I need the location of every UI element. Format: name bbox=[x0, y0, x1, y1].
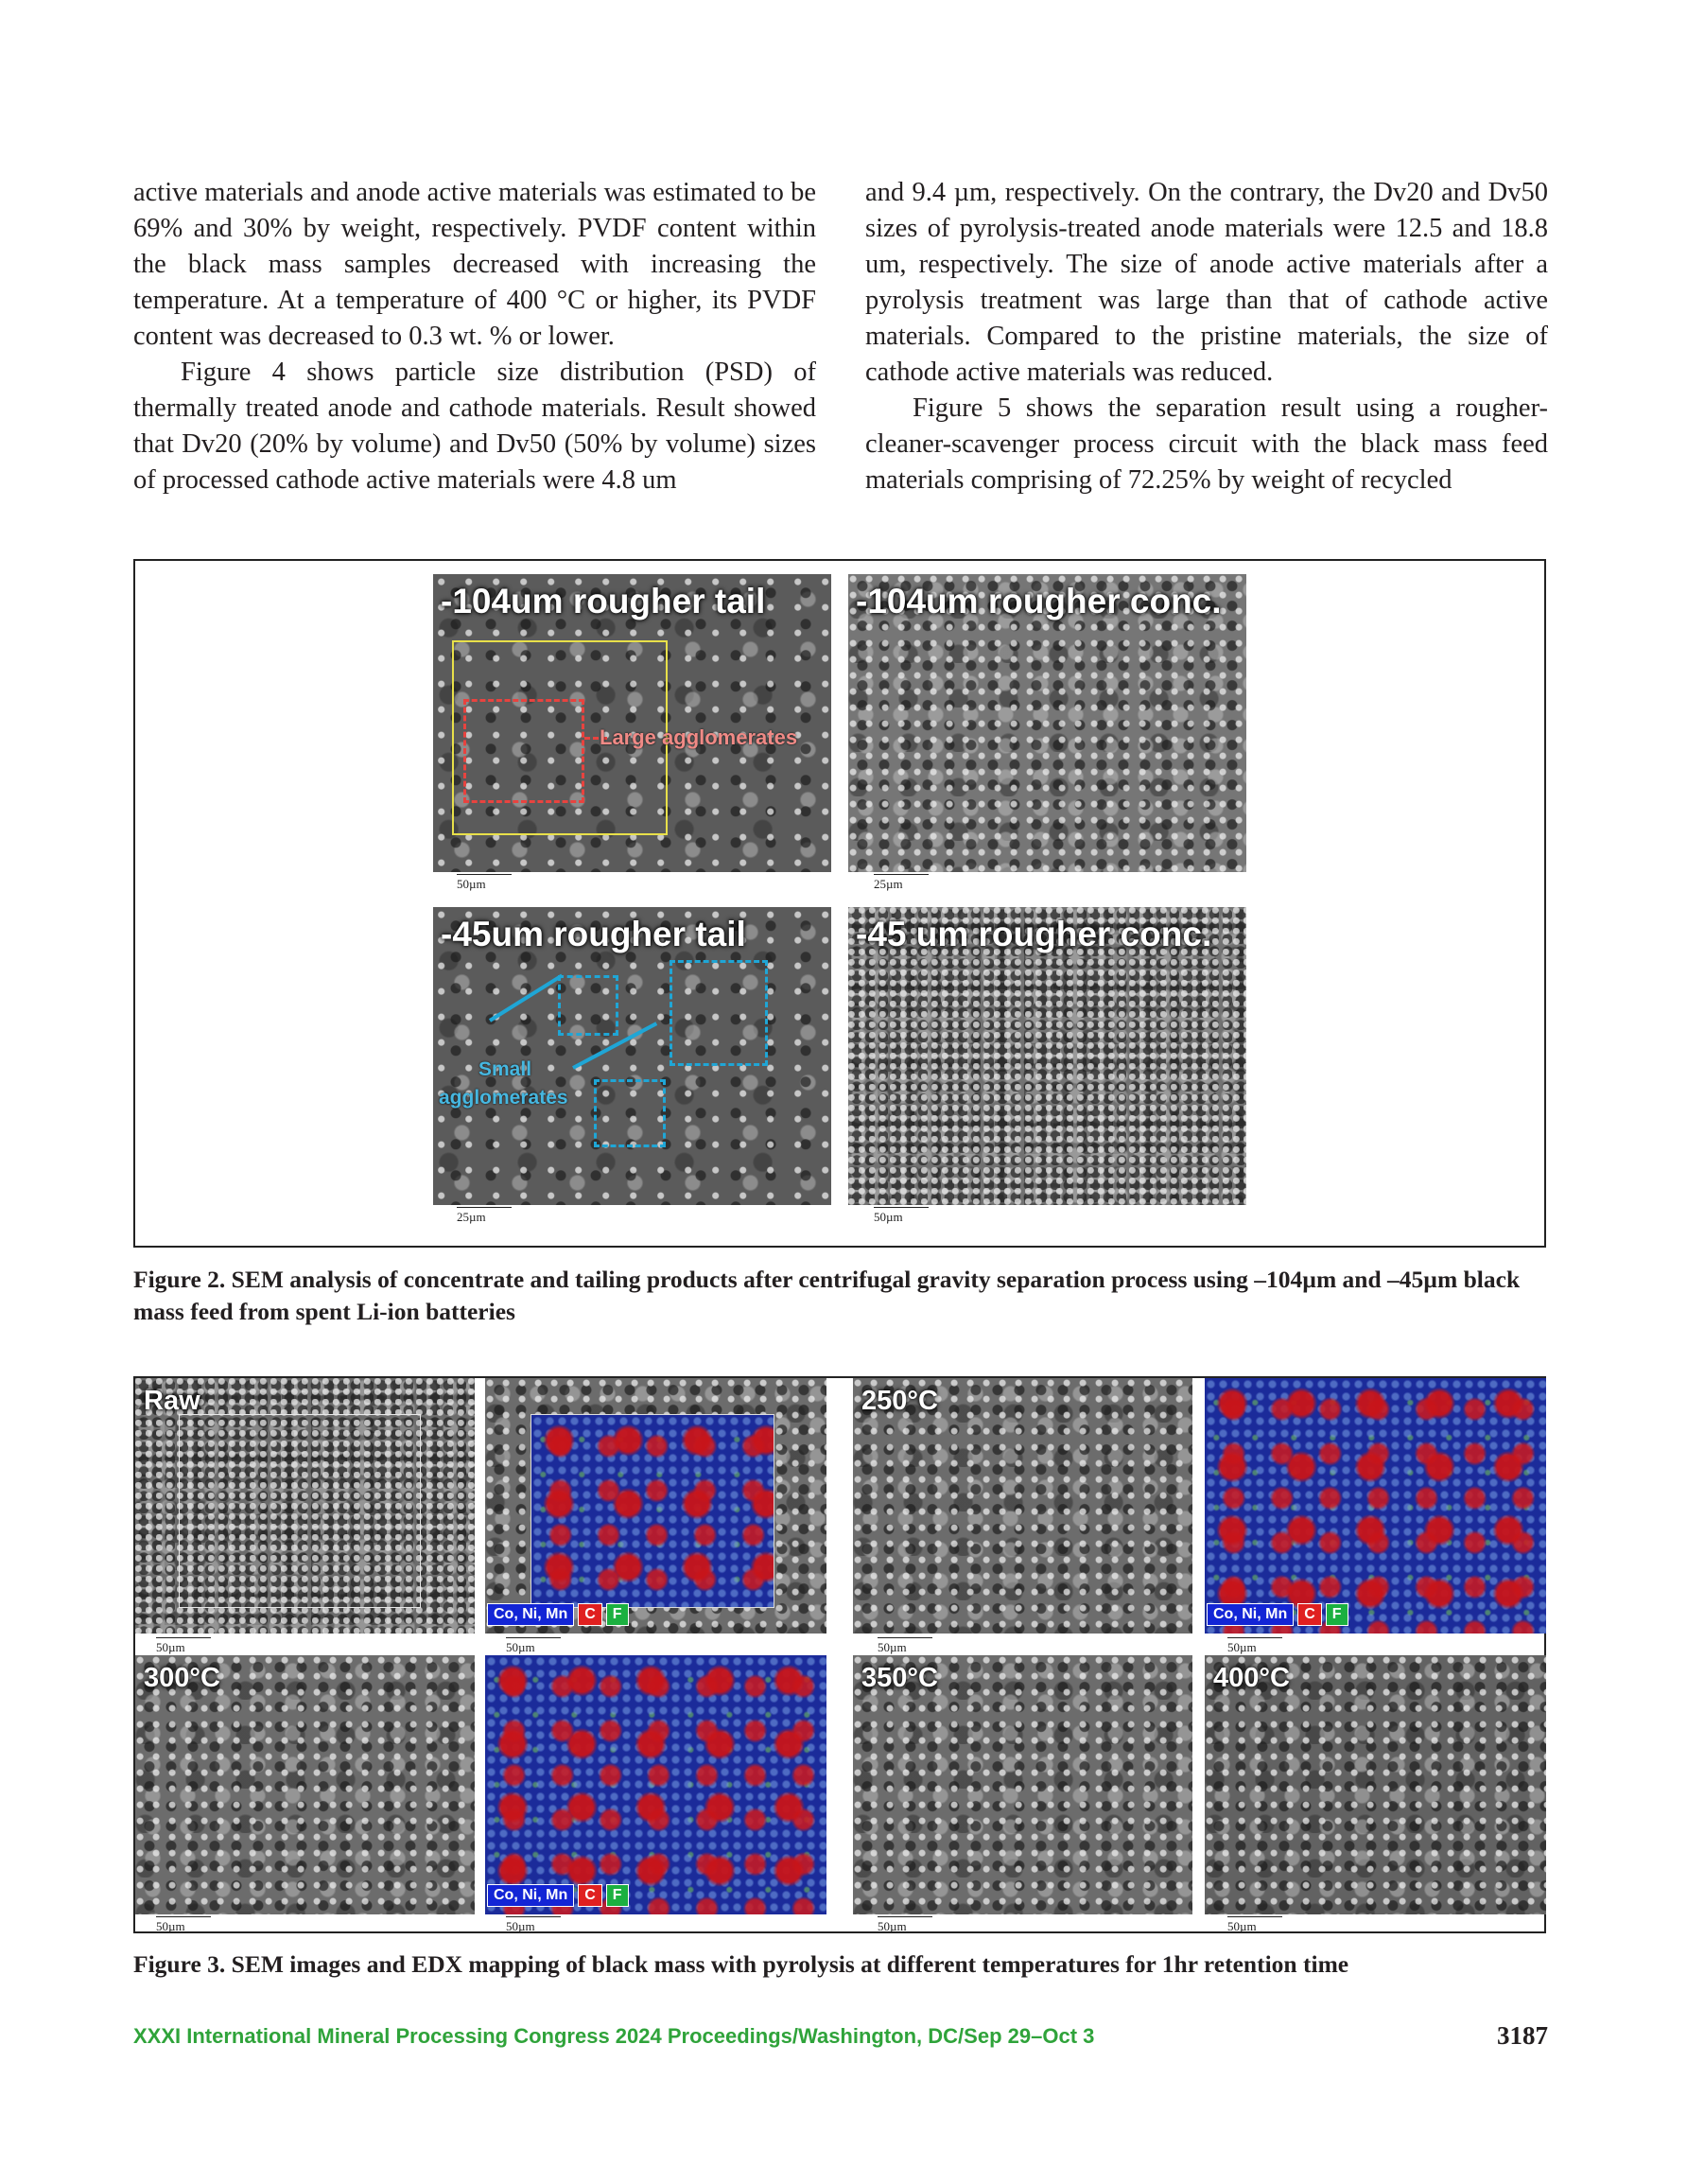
selection-box bbox=[179, 1414, 421, 1608]
sem-image-45-conc bbox=[848, 907, 1246, 1205]
scale-bar: 50µm bbox=[878, 1640, 907, 1654]
figure-3-caption: Figure 3. SEM images and EDX mapping of black mass with pyrolysis at different temperatures for 1hr retention time bbox=[133, 1950, 1349, 1978]
page-number: 3187 bbox=[1497, 2021, 1548, 2050]
legend-carbon: C bbox=[578, 1603, 602, 1626]
paragraph: Figure 5 shows the separation result using a rougher-cleaner-scavenger process circuit with the black mass feed materials comprising of 72.25% by weight of recycled bbox=[865, 393, 1548, 495]
panel-label: 400°C bbox=[1213, 1663, 1290, 1693]
red-dashed-box bbox=[463, 699, 584, 803]
legend-co-ni-mn: Co, Ni, Mn bbox=[487, 1884, 574, 1907]
annotation-small-agglomerates: Small bbox=[478, 1058, 532, 1080]
annotation-small-agglomerates: agglomerates bbox=[439, 1087, 568, 1109]
sem-image-45-tail bbox=[433, 907, 831, 1205]
panel-label: -45um rougher tail bbox=[441, 915, 746, 953]
scale-bar: 50µm bbox=[1227, 1919, 1257, 1933]
scale-bar: 50µm bbox=[506, 1640, 535, 1654]
scale-bar: 50µm bbox=[457, 877, 486, 891]
legend-fluorine: F bbox=[1326, 1603, 1348, 1626]
edx-map-300c bbox=[485, 1655, 826, 1914]
panel-label: 250°C bbox=[861, 1386, 938, 1416]
legend-fluorine: F bbox=[606, 1603, 629, 1626]
scale-bar: 25µm bbox=[874, 877, 903, 891]
panel-label: -45 um rougher conc. bbox=[856, 915, 1212, 953]
sem-image-raw bbox=[135, 1378, 475, 1634]
edx-legend bbox=[487, 1603, 629, 1626]
figure-2-caption: Figure 2. SEM analysis of concentrate and tailing products after centrifugal gravity separation process using –104µm and –45µm black mass feed from spent Li-ion batteries bbox=[133, 1266, 1521, 1325]
legend-co-ni-mn: Co, Ni, Mn bbox=[487, 1603, 574, 1626]
edx-map-raw bbox=[485, 1378, 826, 1634]
edx-legend bbox=[1207, 1603, 1348, 1626]
sem-image-104-tail bbox=[433, 574, 831, 872]
edx-legend bbox=[487, 1884, 629, 1907]
panel-label: 350°C bbox=[861, 1663, 938, 1693]
legend-fluorine: F bbox=[606, 1884, 629, 1907]
cyan-dashed-box bbox=[558, 975, 618, 1036]
figure-3 bbox=[133, 1376, 1546, 1933]
left-column bbox=[133, 175, 816, 498]
scale-bar: 50µm bbox=[1227, 1640, 1257, 1654]
right-column bbox=[865, 175, 1548, 498]
paragraph: and 9.4 µm, respectively. On the contrary, the Dv20 and Dv50 sizes of pyrolysis-treated anode materials were 12.5 and 18.8 um, respectively. The size of anode active materials after a pyrolysis treatment was large than that of cathode active materials. Compared to the pristine materials, the size of cathode active materials was reduced. bbox=[865, 178, 1548, 387]
sem-image-104-conc bbox=[848, 574, 1246, 872]
sem-image-250c bbox=[853, 1378, 1192, 1634]
edx-overlay bbox=[530, 1414, 774, 1608]
scale-bar: 50µm bbox=[156, 1919, 185, 1933]
legend-co-ni-mn: Co, Ni, Mn bbox=[1207, 1603, 1294, 1626]
panel-label: -104um rougher tail bbox=[441, 582, 766, 620]
panel-label: Raw bbox=[144, 1386, 200, 1416]
cyan-dashed-box bbox=[670, 960, 768, 1066]
footer-proceedings: XXXI International Mineral Processing Congress 2024 Proceedings/Washington, DC/Sep 29–Oct 3 bbox=[133, 2024, 1095, 2048]
cyan-dashed-box bbox=[594, 1079, 666, 1147]
panel-label: -104um rougher conc. bbox=[856, 582, 1222, 620]
scale-bar: 50µm bbox=[878, 1919, 907, 1933]
scale-bar: 50µm bbox=[506, 1919, 535, 1933]
arrow-line bbox=[489, 974, 563, 1022]
scale-bar: 50µm bbox=[156, 1640, 185, 1654]
legend-carbon: C bbox=[1297, 1603, 1322, 1626]
scale-bar: 50µm bbox=[874, 1210, 903, 1224]
panel-label: 300°C bbox=[144, 1663, 220, 1693]
sem-image-350c bbox=[853, 1655, 1192, 1914]
legend-carbon: C bbox=[578, 1884, 602, 1907]
paragraph: Figure 4 shows particle size distribution (PSD) of thermally treated anode and cathode materials. Result showed that Dv20 (20% by volume) and Dv50 (50% by volume) sizes of processed cathode active materials were 4.8 um bbox=[133, 358, 816, 495]
sem-image-300c bbox=[135, 1655, 475, 1914]
sem-image-400c bbox=[1205, 1655, 1546, 1914]
paragraph: active materials and anode active materials was estimated to be 69% and 30% by weight, respectively. PVDF content within the black mass samples decreased with increasing the temperature. At a temperature of 400 °C or higher, its PVDF content was decreased to 0.3 wt. % or lower. bbox=[133, 178, 816, 351]
figure-2 bbox=[133, 559, 1546, 1248]
scale-bar: 25µm bbox=[457, 1210, 486, 1224]
annotation-large-agglomerates: Large agglomerates bbox=[600, 725, 798, 749]
edx-map-250c bbox=[1205, 1378, 1546, 1634]
